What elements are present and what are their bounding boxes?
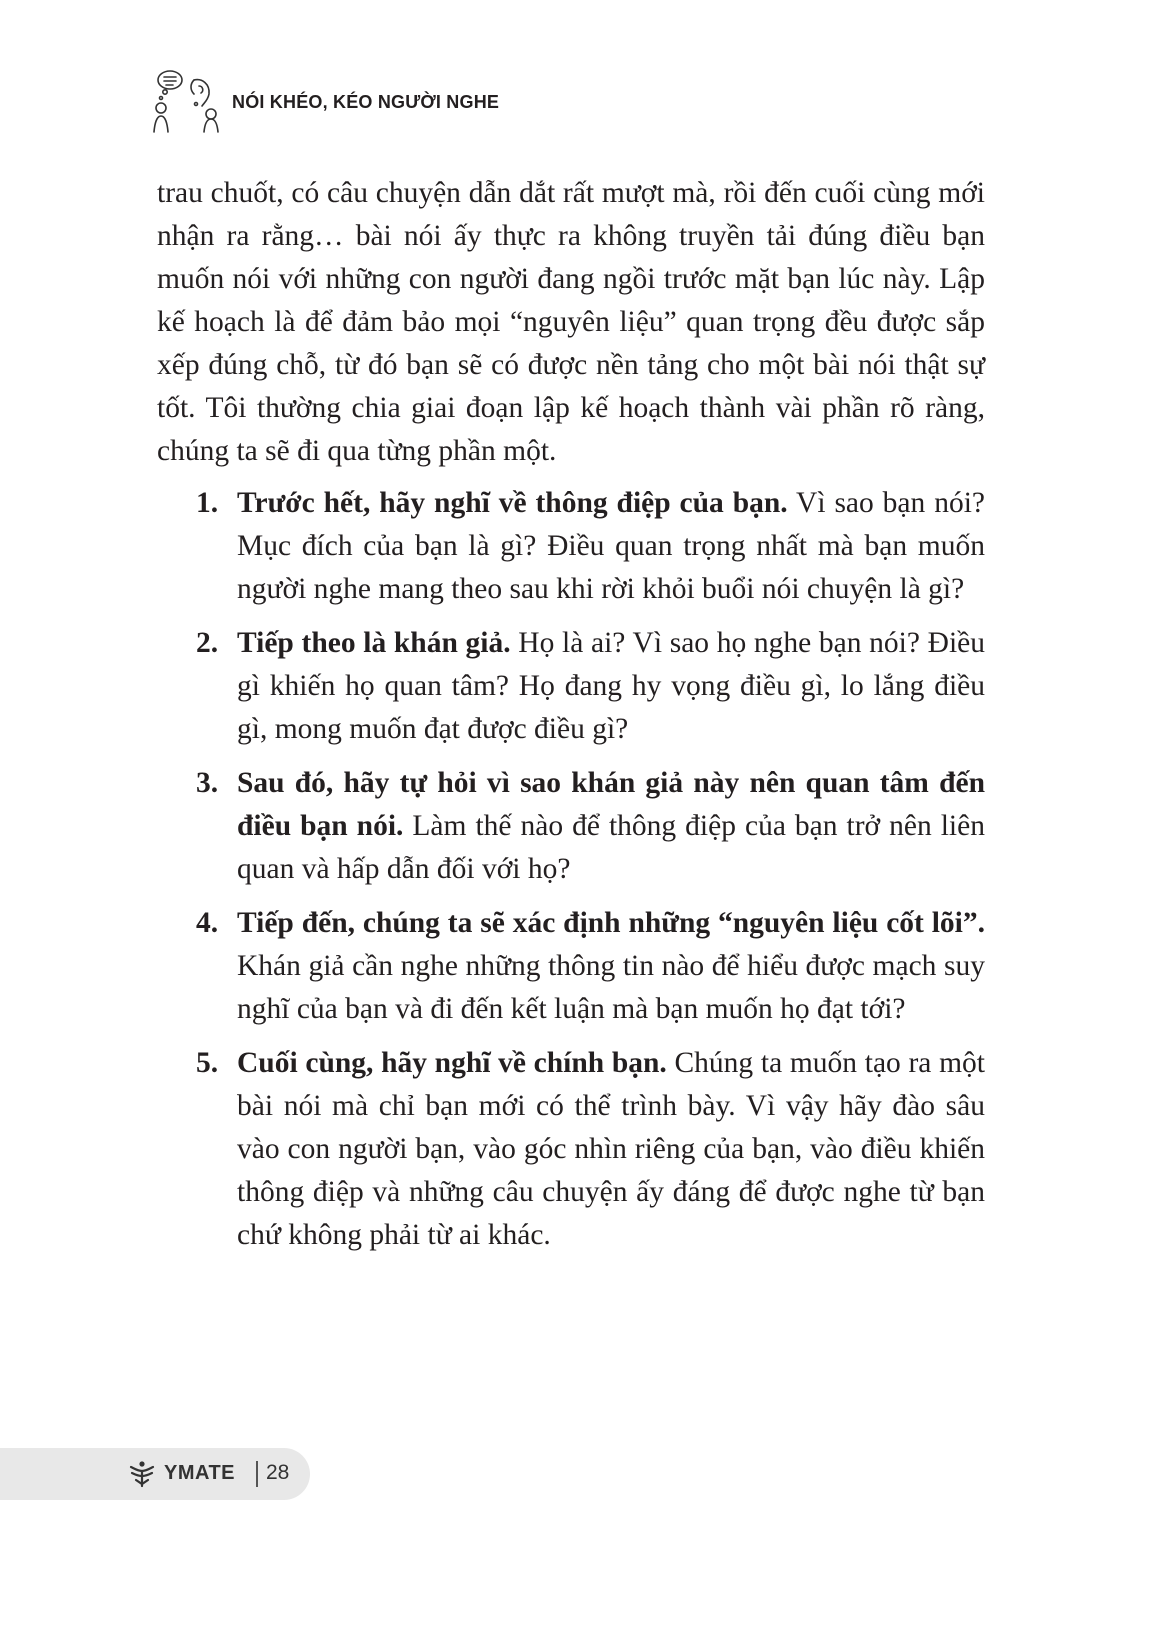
list-item-number: 4. <box>196 907 219 939</box>
list-item-number: 5. <box>196 1047 219 1079</box>
list-item-text: Chúng ta muốn tạo ra một bài nói mà chỉ bạn mới có thể trình bày. Vì vậy hãy đào sâu vào con người bạn, vào góc nhìn riêng của bạn, vào điều khiến thông điệp và những câu chuyện ấy đáng để được nghe từ bạn chứ không phải từ ai khác. <box>237 1047 985 1251</box>
footer-divider <box>256 1461 258 1487</box>
list-item <box>157 1042 985 1257</box>
page-footer <box>0 1448 310 1500</box>
two-people-talking-icon <box>150 68 230 140</box>
list-item-number: 3. <box>196 767 219 799</box>
list-item-lead: Cuối cùng, hãy nghĩ về chính bạn. <box>237 1047 667 1079</box>
running-header-title: NÓI KHÉO, KÉO NGƯỜI NGHE <box>232 92 500 112</box>
list-item <box>157 902 985 1031</box>
list-item-text: Khán giả cần nghe những thông tin nào để hiểu được mạch suy nghĩ của bạn và đi đến kết luận mà bạn muốn họ đạt tới? <box>237 950 985 1025</box>
list-item <box>157 622 985 751</box>
page-body <box>157 172 985 1268</box>
list-item-lead: Tiếp theo là khán giả. <box>237 627 511 659</box>
intro-paragraph: trau chuốt, có câu chuyện dẫn dắt rất mượt mà, rồi đến cuối cùng mới nhận ra rằng… bài nói ấy thực ra không truyền tải đúng điều bạn muốn nói với những con người đang ngồi trước mặt bạn lúc này. Lập kế hoạch là để đảm bảo mọi “nguyên liệu” quan trọng đều được sắp xếp đúng chỗ, từ đó bạn sẽ có được nền tảng cho một bài nói thật sự tốt. Tôi thường chia giai đoạn lập kế hoạch thành vài phần rõ ràng, chúng ta sẽ đi qua từng phần một. <box>157 177 985 467</box>
running-header <box>150 68 750 140</box>
list-item-lead: Sau đó, hãy tự hỏi vì sao khán giả này nên quan tâm đến điều bạn nói. <box>237 767 985 842</box>
list-item-number: 2. <box>196 627 219 659</box>
page-number: 28 <box>266 1461 290 1484</box>
list-item-lead: Tiếp đến, chúng ta sẽ xác định những “nguyên liệu cốt lõi”. <box>237 907 985 939</box>
list-item-text: Vì sao bạn nói? Mục đích của bạn là gì? Điều quan trọng nhất mà bạn muốn người nghe mang theo sau khi rời khỏi buổi nói chuyện là gì? <box>237 487 985 605</box>
ymate-logo-icon <box>128 1460 156 1488</box>
list-item-number: 1. <box>196 487 219 519</box>
list-item-lead: Trước hết, hãy nghĩ về thông điệp của bạn. <box>237 487 788 519</box>
list-item-text: Họ là ai? Vì sao họ nghe bạn nói? Điều gì khiến họ quan tâm? Họ đang hy vọng điều gì, lo lắng điều gì, mong muốn đạt được điều gì? <box>237 627 985 745</box>
footer-brand: YMATE <box>164 1462 236 1484</box>
list-item-text: Làm thế nào để thông điệp của bạn trở nên liên quan và hấp dẫn đối với họ? <box>237 810 985 885</box>
planning-steps-list <box>157 482 985 1257</box>
list-item <box>157 482 985 611</box>
list-item <box>157 762 985 891</box>
